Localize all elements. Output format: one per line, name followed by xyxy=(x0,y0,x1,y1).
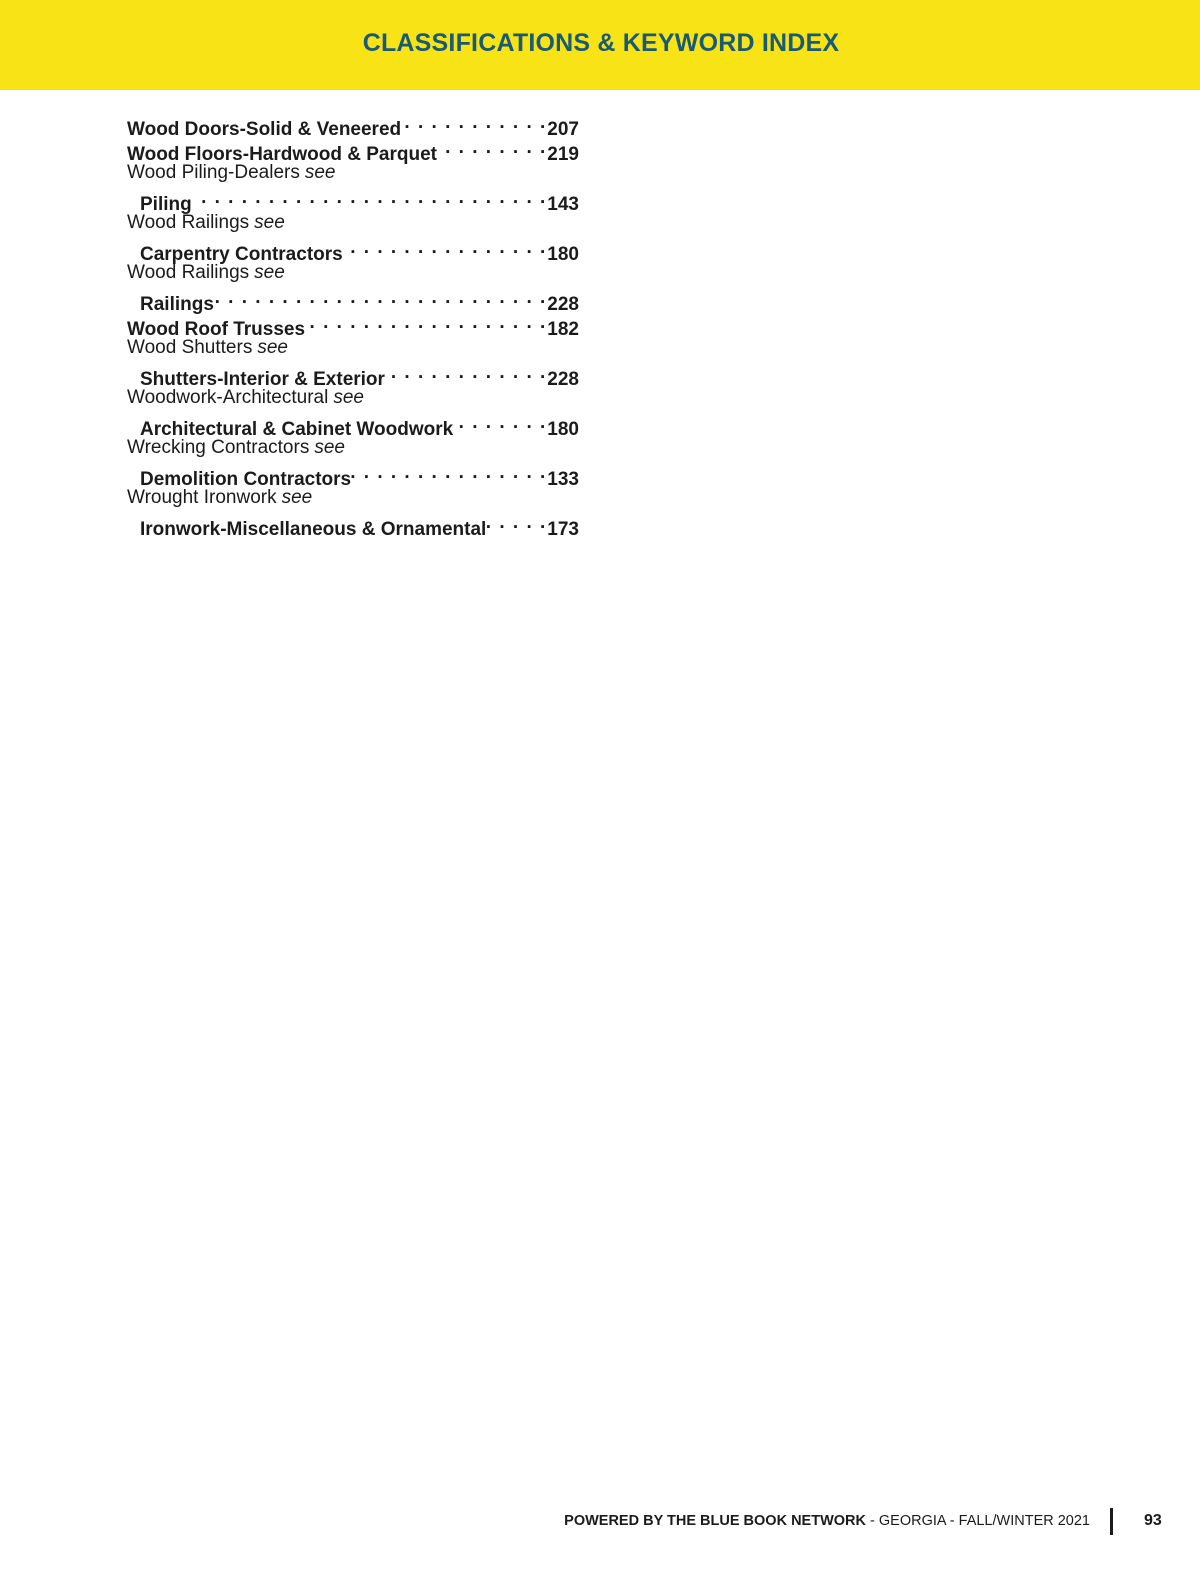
dot-leader xyxy=(351,460,547,485)
entry-page-number: 133 xyxy=(547,469,579,490)
dot-leader xyxy=(401,110,547,135)
entry-page-number: 180 xyxy=(547,244,579,265)
entry-page-number: 180 xyxy=(547,419,579,440)
keyword-index-list xyxy=(127,110,579,540)
dot-leader xyxy=(305,310,547,335)
see-word: see xyxy=(333,387,364,408)
entry-label: Demolition Contractors xyxy=(140,469,352,490)
reference-term: Wood Railings xyxy=(127,262,250,283)
reference-term: Woodwork-Architectural xyxy=(127,387,329,408)
index-entry[interactable] xyxy=(127,285,579,315)
page-number: 93 xyxy=(1144,1512,1162,1529)
page-title: CLASSIFICATIONS & KEYWORD INDEX xyxy=(362,28,840,57)
reference-label xyxy=(127,260,285,285)
footer-edition: - GEORGIA - FALL/WINTER 2021 xyxy=(865,1513,1090,1529)
see-word: see xyxy=(281,487,313,508)
reference-label xyxy=(127,385,364,410)
index-entry[interactable] xyxy=(127,510,579,540)
entry-label: Carpentry Contractors xyxy=(140,244,343,265)
entry-label: Railings xyxy=(140,294,214,315)
footer-network-name: POWERED BY THE BLUE BOOK NETWORK xyxy=(564,1513,866,1529)
index-entry[interactable] xyxy=(127,110,579,140)
see-word: see xyxy=(257,337,288,358)
reference-label xyxy=(127,210,285,235)
entry-label: Wood Floors-Hardwood & Parquet xyxy=(127,144,437,165)
see-word: see xyxy=(254,212,285,233)
see-word: see xyxy=(254,262,285,283)
entry-label: Wood Roof Trusses xyxy=(127,319,306,340)
dot-leader xyxy=(453,410,547,435)
entry-page-number: 207 xyxy=(547,119,579,140)
index-entry[interactable] xyxy=(127,235,579,265)
footer-divider xyxy=(1110,1508,1113,1535)
dot-leader xyxy=(192,185,548,210)
entry-page-number: 173 xyxy=(547,519,579,540)
entry-page-number: 228 xyxy=(547,294,579,315)
index-entry[interactable] xyxy=(127,185,579,215)
entry-label: Shutters-Interior & Exterior xyxy=(140,369,385,390)
entry-page-number: 182 xyxy=(547,319,579,340)
reference-term: Wrecking Contractors xyxy=(127,437,310,458)
reference-label xyxy=(127,485,312,510)
dot-leader xyxy=(486,510,547,535)
entry-label: Wood Doors-Solid & Veneered xyxy=(127,119,402,140)
see-word: see xyxy=(304,162,336,183)
index-entry[interactable] xyxy=(127,410,579,440)
header-band xyxy=(0,0,1200,90)
page-footer xyxy=(0,1508,1200,1538)
footer-publication-line xyxy=(564,1513,1090,1529)
reference-label xyxy=(127,160,335,185)
dot-leader xyxy=(214,285,547,310)
reference-term: Wood Railings xyxy=(127,212,250,233)
dot-leader xyxy=(385,360,547,385)
see-reference-entry xyxy=(127,335,579,360)
reference-term: Wrought Ironwork xyxy=(127,487,277,508)
see-reference-entry xyxy=(127,210,579,235)
entry-label: Architectural & Cabinet Woodwork xyxy=(140,419,454,440)
see-reference-entry xyxy=(127,260,579,285)
entry-label: Ironwork-Miscellaneous & Ornamental xyxy=(140,519,487,540)
index-entry[interactable] xyxy=(127,360,579,390)
reference-term: Wood Shutters xyxy=(127,337,253,358)
entry-label: Piling xyxy=(140,194,192,215)
entry-page-number: 219 xyxy=(547,144,579,165)
entry-page-number: 228 xyxy=(547,369,579,390)
reference-term: Wood Piling-Dealers xyxy=(127,162,300,183)
reference-label xyxy=(127,335,288,360)
see-word: see xyxy=(314,437,345,458)
reference-label xyxy=(127,435,345,460)
index-entry[interactable] xyxy=(127,460,579,490)
entry-page-number: 143 xyxy=(547,194,579,215)
dot-leader xyxy=(343,235,548,260)
dot-leader xyxy=(437,135,547,160)
see-reference-entry xyxy=(127,485,579,510)
see-reference-entry xyxy=(127,385,579,410)
